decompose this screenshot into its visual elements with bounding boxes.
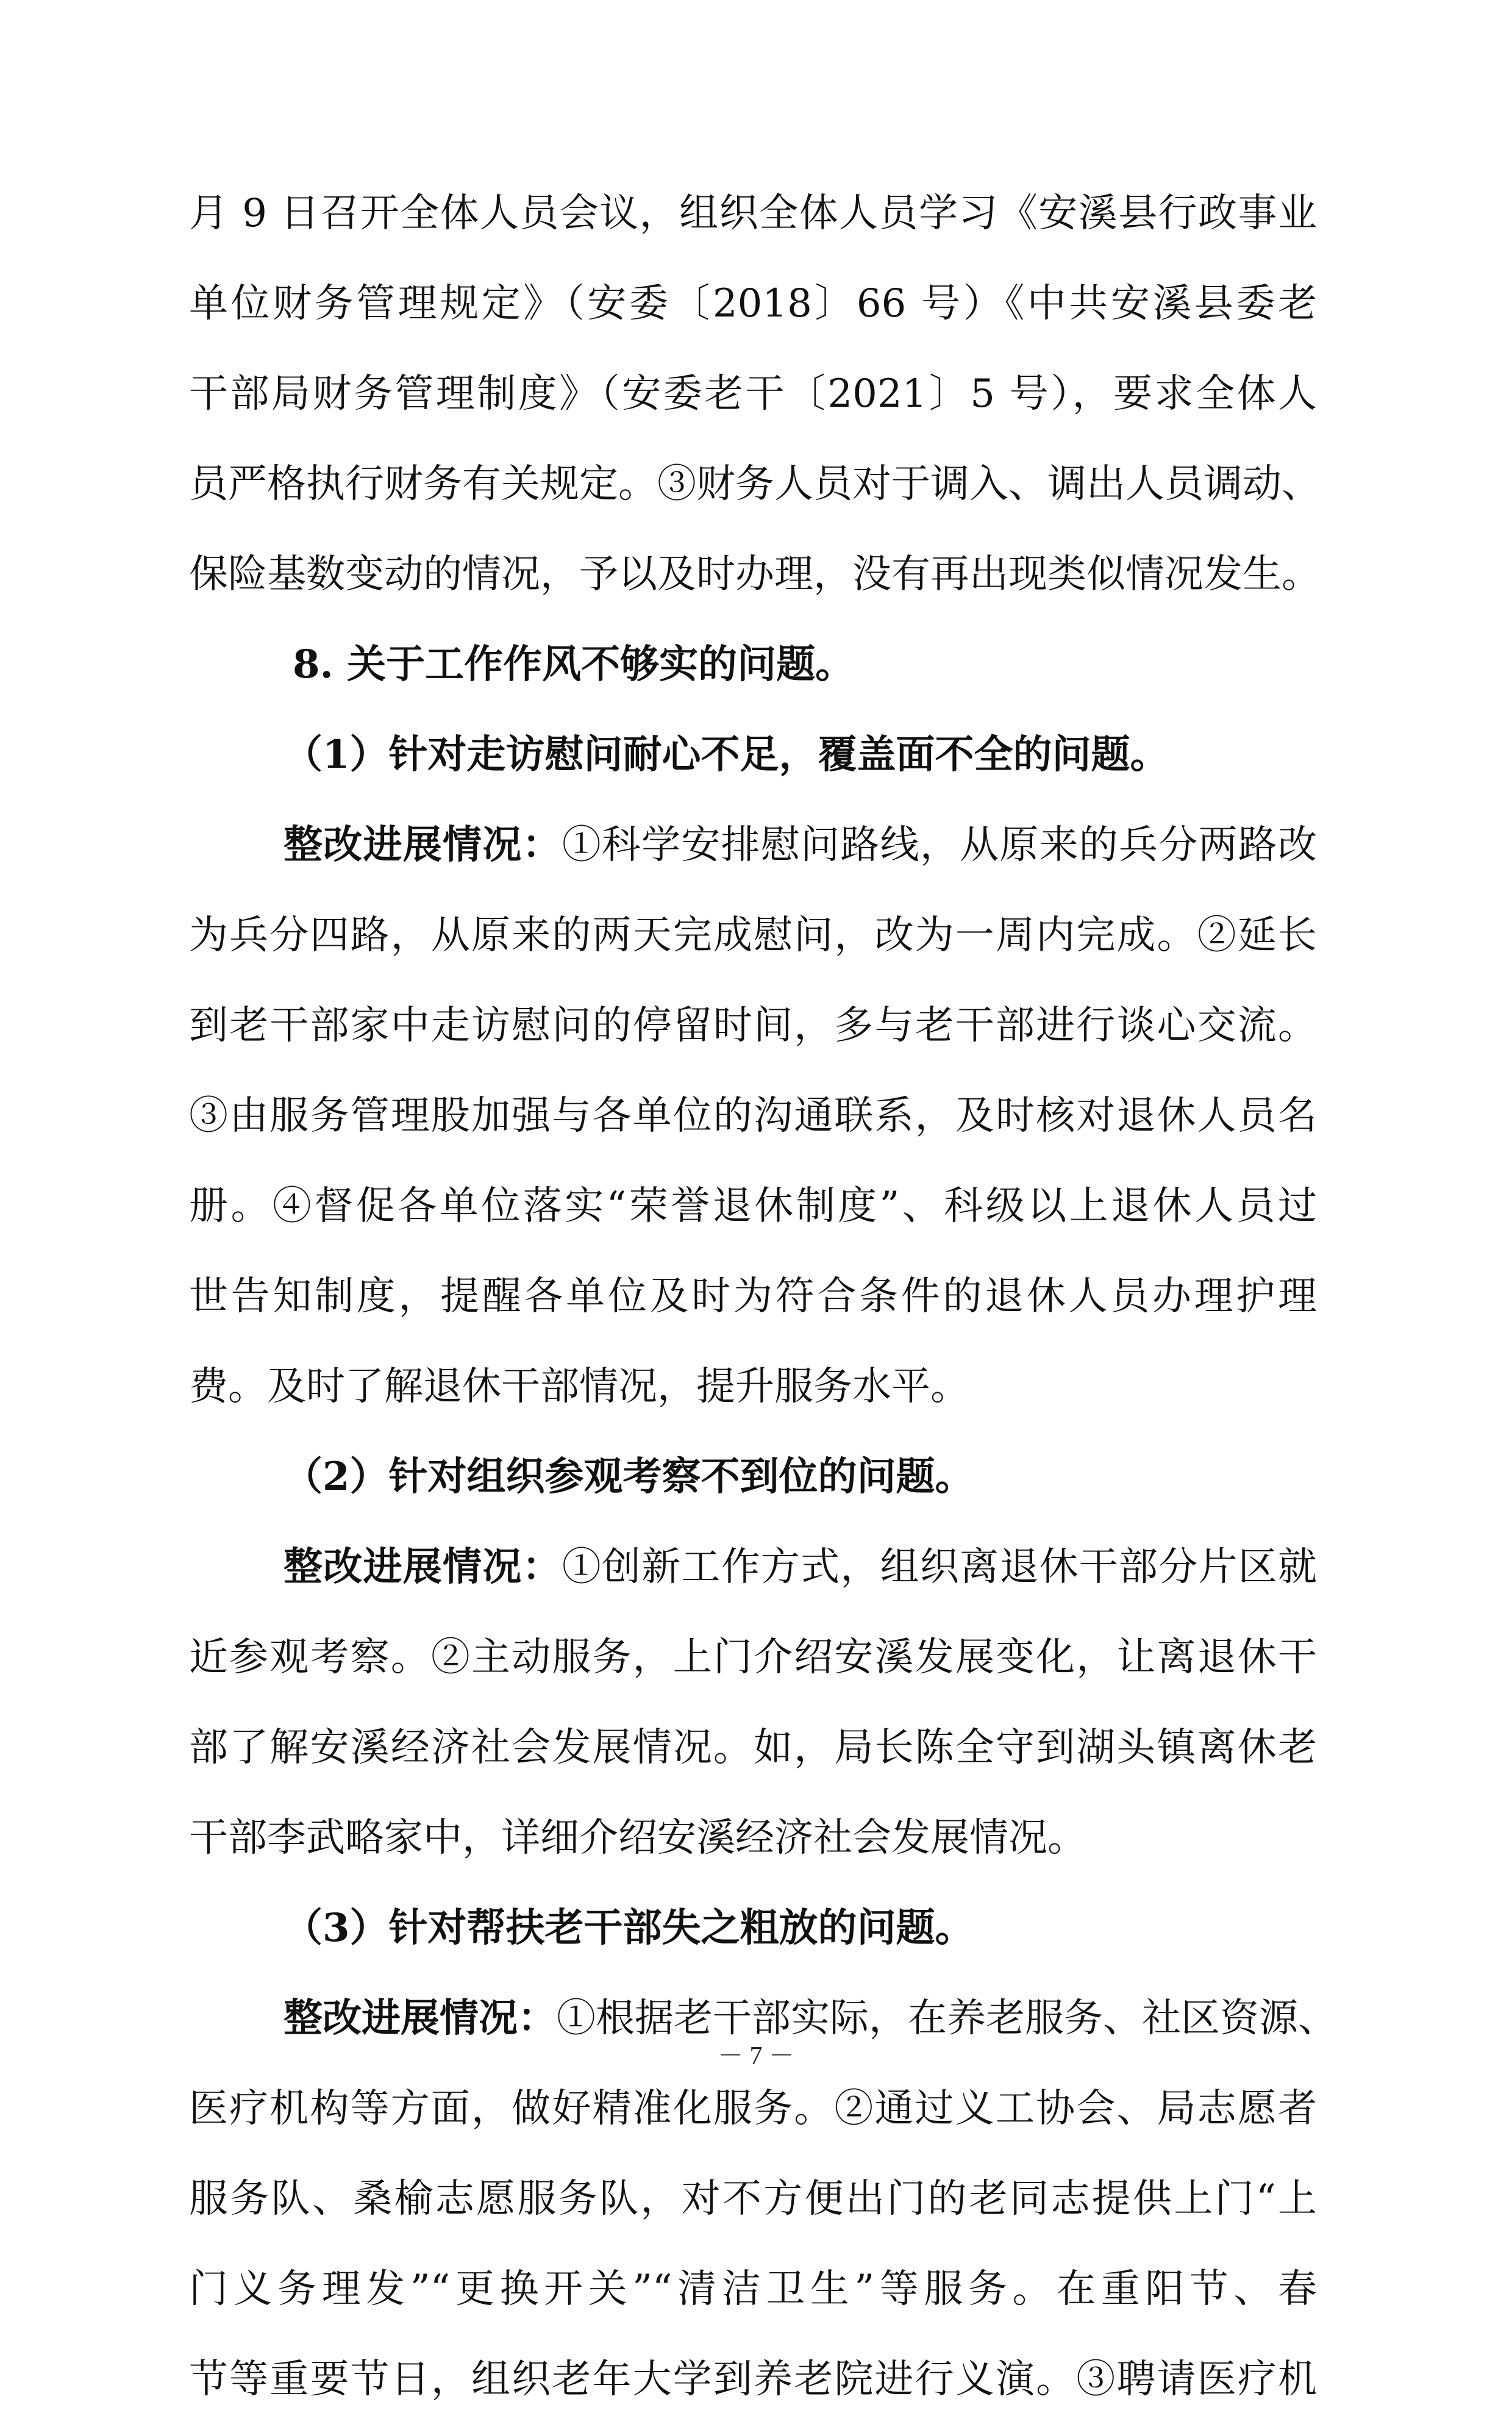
document-body	[189, 183, 1337, 2410]
subsection-heading: （3）针对帮扶老干部失之粗放的问题。	[284, 1905, 974, 1951]
body-line: 干部局财务管理制度》（安委老干〔2021〕5 号），要求全体人	[189, 371, 1317, 417]
body-line: 册。④督促各单位落实“荣誉退休制度”、科级以上退休人员过	[189, 1184, 1317, 1229]
body-line: 保险基数变动的情况，予以及时办理，没有再出现类似情况发生。	[189, 552, 1321, 597]
subsection-heading: （2）针对组织参观考察不到位的问题。	[284, 1454, 974, 1500]
body-line: 节等重要节日，组织老年大学到养老院进行义演。③聘请医疗机	[189, 2357, 1317, 2402]
progress-label: 整改进展情况：	[284, 1995, 557, 2041]
progress-label: 整改进展情况：	[284, 822, 562, 868]
body-line: 单位财务管理规定》（安委〔2018〕66 号）《中共安溪县委老	[189, 281, 1317, 326]
body-line: 员严格执行财务有关规定。③财务人员对于调入、调出人员调动、	[189, 462, 1321, 507]
page-number: － 7 －	[717, 2042, 794, 2070]
body-line: 世告知制度，提醒各单位及时为符合条件的退休人员办理护理	[189, 1274, 1317, 1319]
body-line: 月 9 日召开全体人员会议，组织全体人员学习《安溪县行政事业	[189, 191, 1317, 236]
body-line: 医疗机构等方面，做好精准化服务。②通过义工协会、局志愿者	[189, 2086, 1317, 2131]
progress-label: 整改进展情况：	[284, 1544, 562, 1590]
body-line: 门义务理发”“更换开关”“清洁卫生”等服务。在重阳节、春	[189, 2267, 1317, 2312]
subsection-heading: （1）针对走访慰问耐心不足，覆盖面不全的问题。	[284, 732, 1169, 778]
body-line: 部了解安溪经济社会发展情况。如，局长陈全守到湖头镇离休老	[189, 1725, 1317, 1770]
body-line: 服务队、桑榆志愿服务队，对不方便出门的老同志提供上门“上	[189, 2176, 1317, 2222]
body-line-first	[189, 815, 1317, 876]
body-line: 费。及时了解退休干部情况，提升服务水平。	[189, 1364, 969, 1409]
body-line: 到老干部家中走访慰问的停留时间，多与老干部进行谈心交流。	[189, 1003, 1317, 1048]
section-heading: 8. 关于工作作风不够实的问题。	[293, 642, 855, 687]
body-line-first	[189, 1537, 1317, 1598]
body-line: ③由服务管理股加强与各单位的沟通联系，及时核对退休人员名	[189, 1093, 1317, 1139]
body-text: ①科学安排慰问路线，从原来的兵分两路改	[562, 823, 1318, 868]
body-text: ①根据老干部实际，在养老服务、社区资源、	[557, 1996, 1337, 2041]
body-line: 为兵分四路，从原来的两天完成慰问，改为一周内完成。②延长	[189, 913, 1317, 958]
body-line: 近参观考察。②主动服务，上门介绍安溪发展变化，让离退休干	[189, 1635, 1317, 1680]
body-text: ①创新工作方式，组织离退休干部分片区就	[562, 1545, 1318, 1590]
body-line: 干部李武略家中，详细介绍安溪经济社会发展情况。	[189, 1815, 1086, 1861]
